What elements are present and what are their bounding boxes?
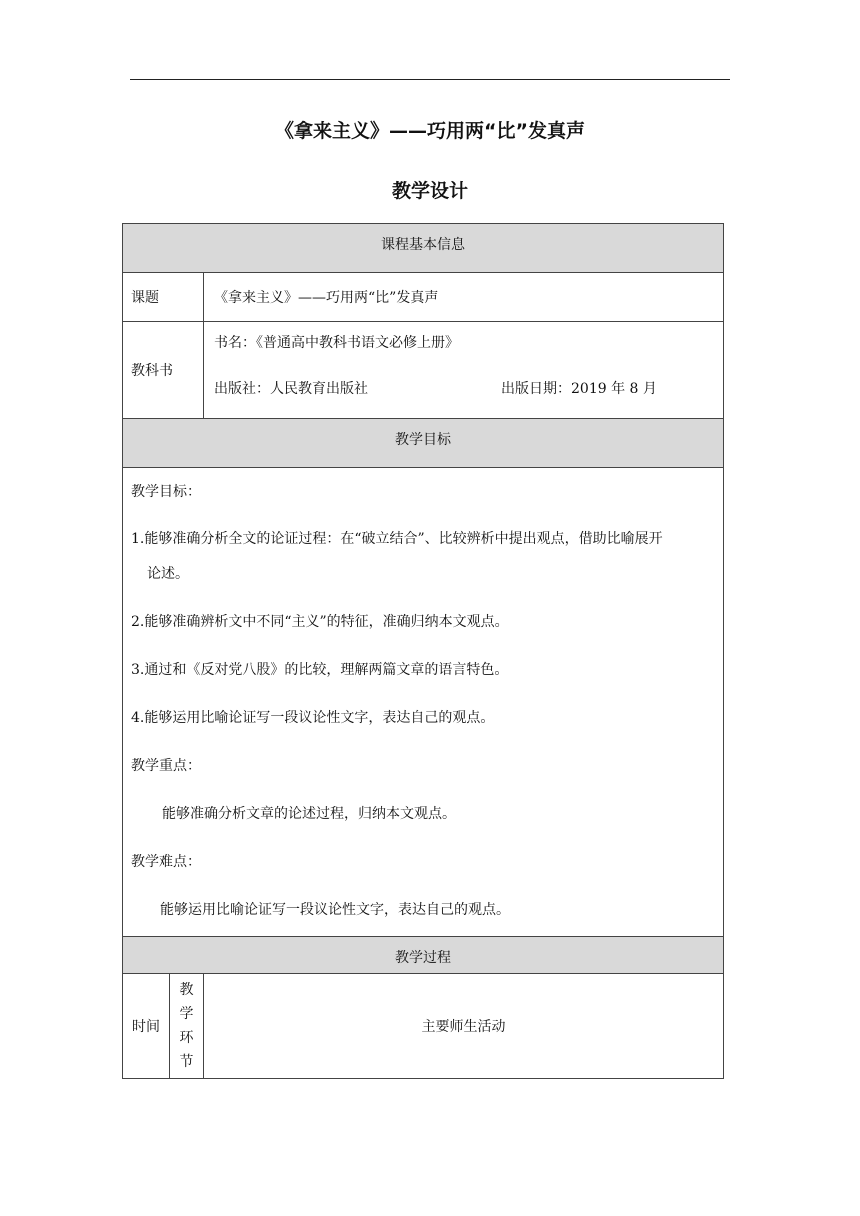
- objectives-header-row: [123, 419, 724, 468]
- textbook-label: 教科书: [123, 322, 204, 419]
- publish-date: 出版日期：2019 年 8 月: [501, 381, 657, 397]
- topic-value: 《拿来主义》——巧用两“比”发真声: [204, 273, 724, 322]
- lesson-plan-table: [122, 223, 724, 1079]
- topic-label: 课题: [123, 273, 204, 322]
- document-title: 《拿来主义》——巧用两“比”发真声: [275, 120, 585, 142]
- goal-1: 1.能够准确分析全文的论证过程：在“破立结合”、比较辨析中提出观点，借助比喻展开: [131, 531, 663, 547]
- objectives-content: [123, 468, 724, 937]
- book-name: 书名：《普通高中教科书语文必修上册》: [214, 335, 459, 351]
- process-column-row: [123, 974, 724, 1079]
- goal-4: 4.能够运用比喻论证写一段议论性文字，表达自己的观点。: [131, 710, 495, 726]
- time-column-header: 时间: [123, 974, 170, 1079]
- course-info-header: 课程基本信息: [123, 224, 724, 273]
- textbook-row: [123, 322, 724, 419]
- goal-3: 3.通过和《反对党八股》的比较，理解两篇文章的语言特色。: [131, 662, 509, 678]
- stage-column-header: 教 学 环 节: [170, 974, 204, 1079]
- key-points: 能够准确分析文章的论述过程，归纳本文观点。: [162, 806, 456, 822]
- goal-1-continued: 论述。: [147, 566, 189, 582]
- difficulties: 能够运用比喻论证写一段议论性文字，表达自己的观点。: [160, 902, 510, 918]
- goal-2: 2.能够准确辨析文中不同“主义”的特征，准确归纳本文观点。: [131, 614, 509, 630]
- course-info-header-row: [123, 224, 724, 273]
- topic-row: [123, 273, 724, 322]
- activity-column-header: 主要师生活动: [204, 974, 724, 1079]
- process-header: 教学过程: [123, 937, 724, 974]
- goals-title: 教学目标：: [131, 484, 201, 500]
- difficulties-title: 教学难点：: [131, 854, 201, 870]
- objectives-row: [123, 468, 724, 937]
- publisher: 出版社：人民教育出版社: [214, 381, 368, 397]
- process-header-row: [123, 937, 724, 974]
- header-rule: [130, 79, 730, 80]
- key-points-title: 教学重点：: [131, 758, 201, 774]
- document-subtitle: 教学设计: [391, 180, 468, 202]
- objectives-header: 教学目标: [123, 419, 724, 468]
- textbook-details: [204, 322, 724, 419]
